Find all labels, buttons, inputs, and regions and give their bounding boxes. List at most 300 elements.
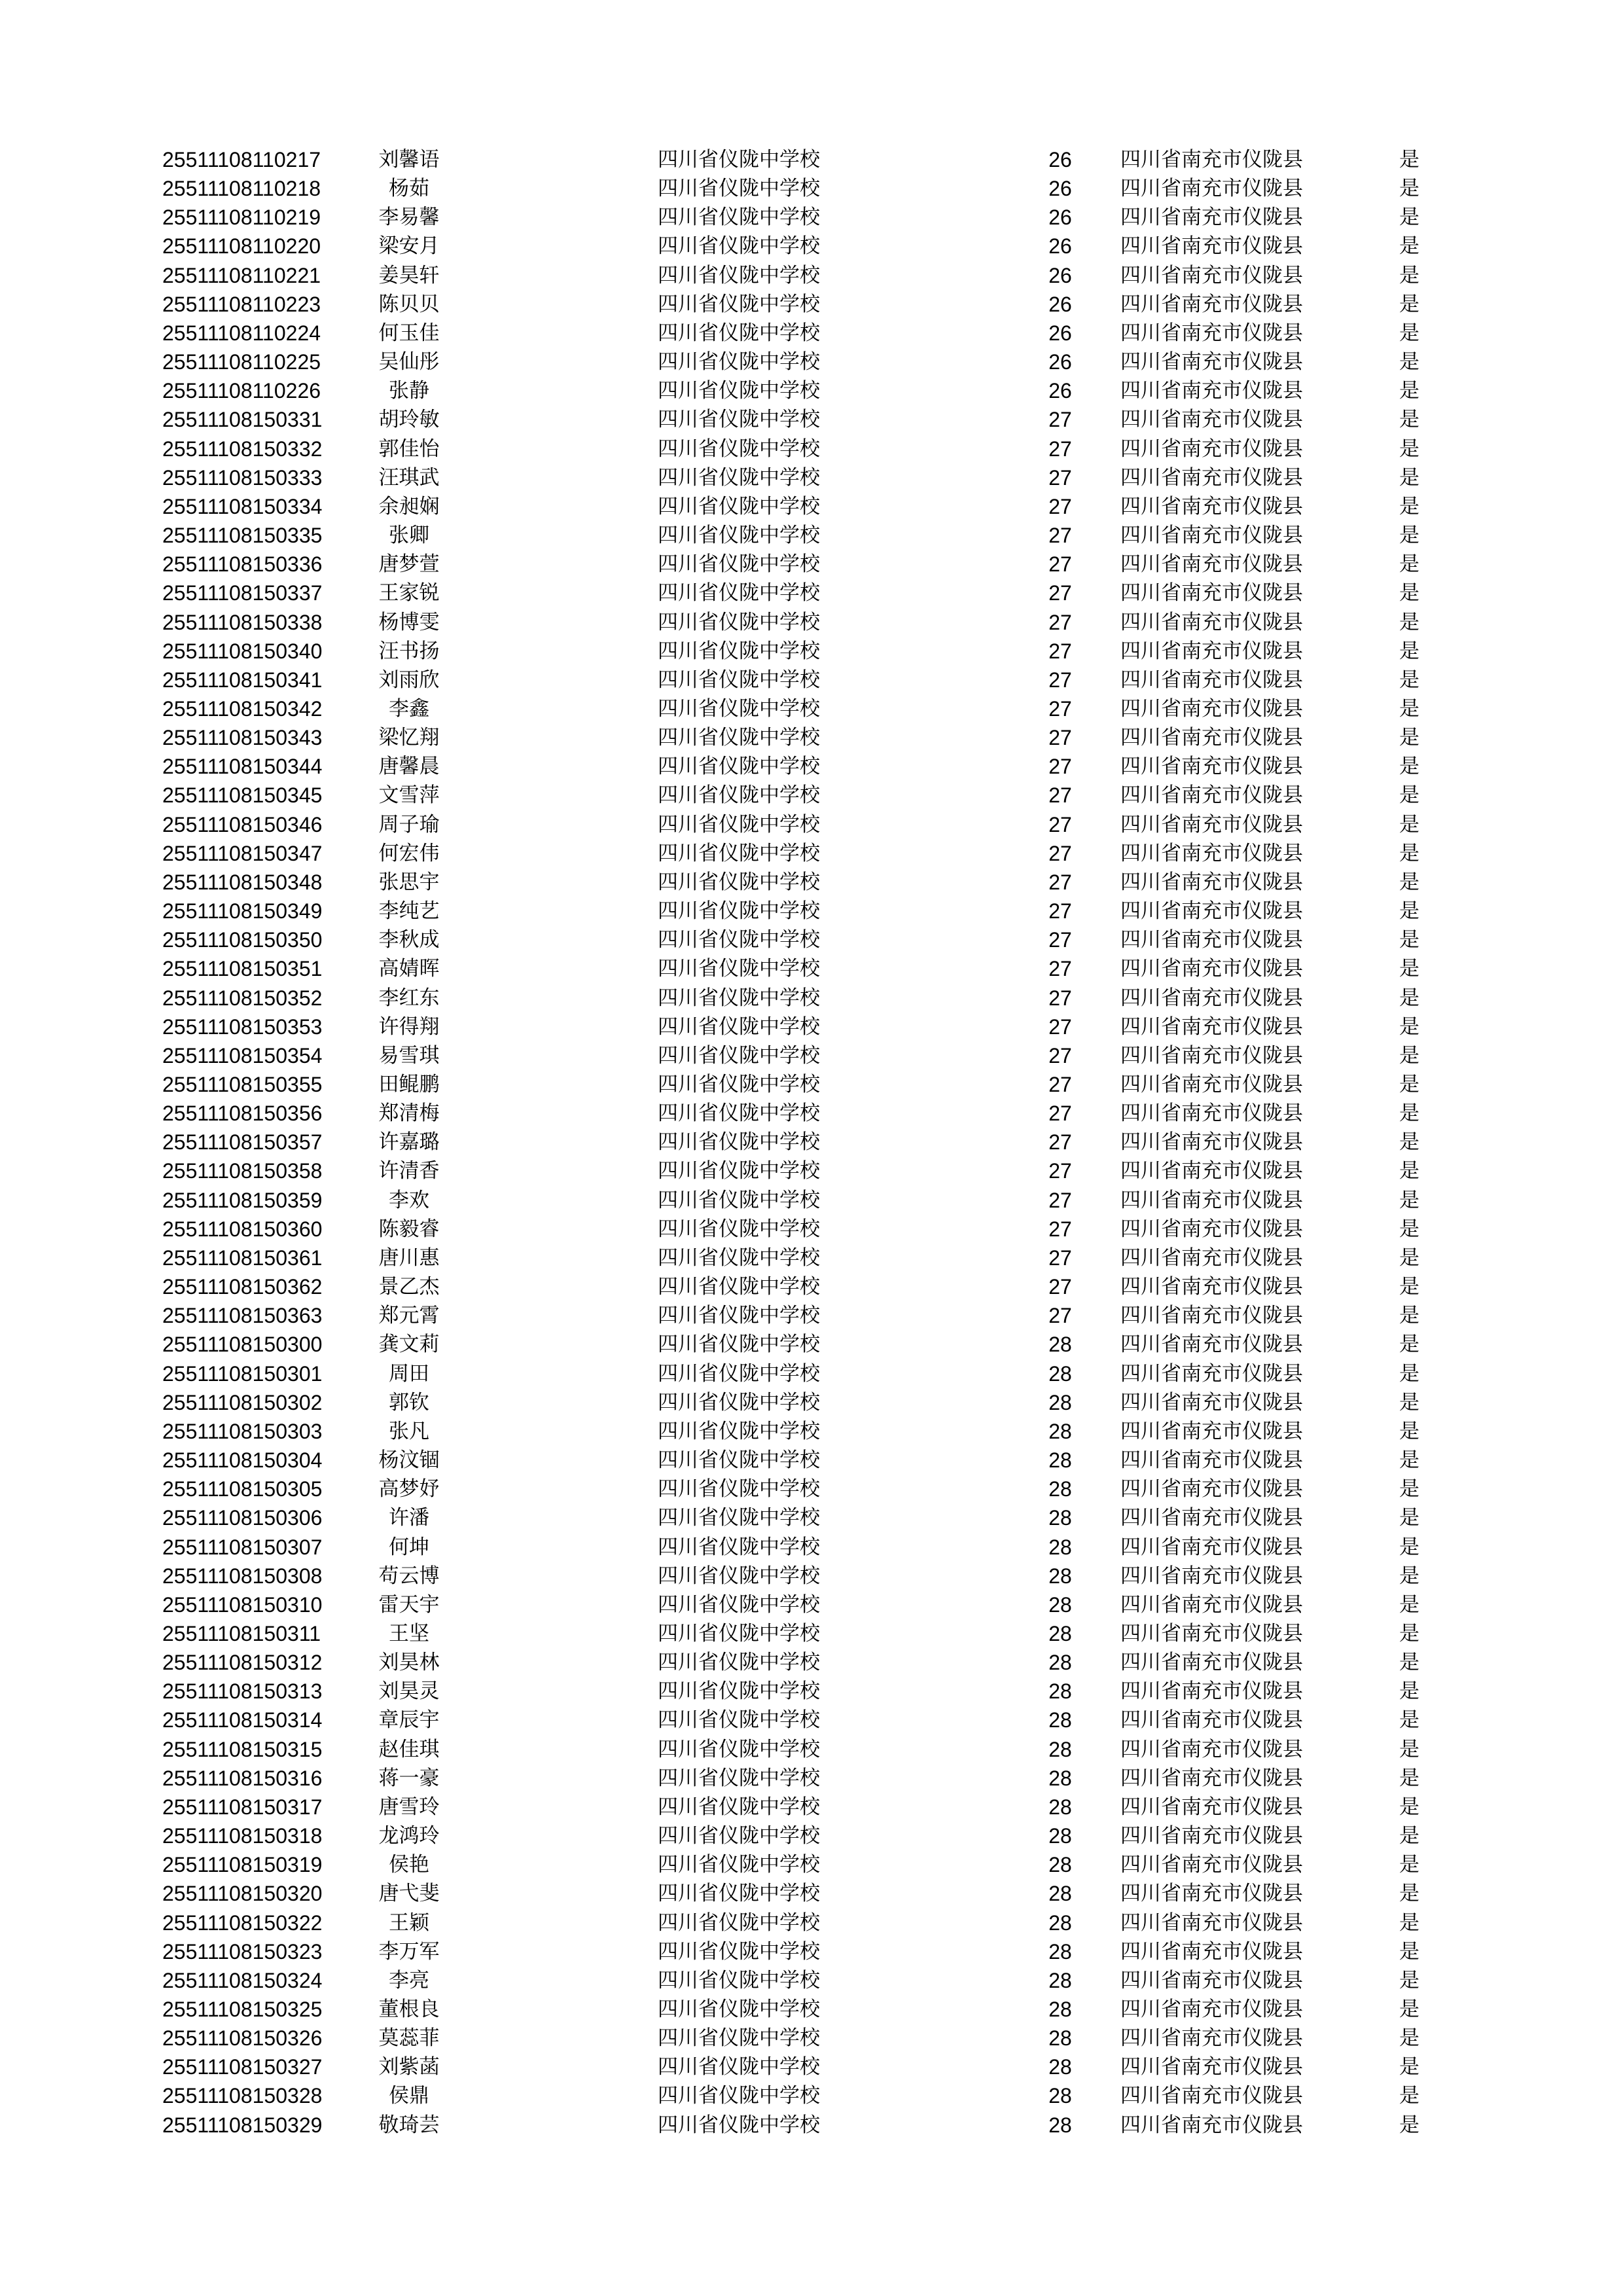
table-row [0, 925, 1623, 954]
exam-room-cell: 27 [1048, 668, 1072, 692]
region-cell: 四川省南充市仪陇县 [1120, 1102, 1303, 1126]
table-row [0, 897, 1623, 925]
school-cell: 四川省仪陇中学校 [658, 379, 820, 403]
student-id-cell: 25511108150359 [162, 1188, 323, 1212]
exam-room-cell: 27 [1048, 726, 1072, 750]
school-cell: 四川省仪陇中学校 [658, 1448, 820, 1473]
exam-room-cell: 27 [1048, 1304, 1072, 1328]
status-cell: 是 [1399, 234, 1419, 259]
student-name-cell: 文雪萍 [378, 783, 440, 808]
student-id-cell: 25511108150337 [162, 581, 323, 605]
status-cell: 是 [1399, 726, 1419, 750]
status-cell: 是 [1399, 1159, 1419, 1183]
student-name-cell: 陈贝贝 [378, 292, 440, 316]
status-cell: 是 [1399, 2084, 1419, 2108]
table-row [0, 1793, 1623, 1821]
region-cell: 四川省南充市仪陇县 [1120, 350, 1303, 374]
status-cell: 是 [1399, 1361, 1419, 1386]
table-row [0, 145, 1623, 174]
school-cell: 四川省仪陇中学校 [658, 1043, 820, 1067]
exam-room-cell: 27 [1048, 1275, 1072, 1299]
student-name-cell: 姜昊轩 [378, 263, 440, 287]
region-cell: 四川省南充市仪陇县 [1120, 1361, 1303, 1386]
school-cell: 四川省仪陇中学校 [658, 437, 820, 461]
status-cell: 是 [1399, 148, 1419, 171]
school-cell: 四川省仪陇中学校 [658, 524, 820, 548]
region-cell: 四川省南充市仪陇县 [1120, 408, 1303, 432]
status-cell: 是 [1399, 2026, 1419, 2051]
table-row [0, 1417, 1623, 1446]
student-id-cell: 25511108150314 [162, 1708, 323, 1732]
exam-room-cell: 27 [1048, 1217, 1072, 1241]
region-cell: 四川省南充市仪陇县 [1120, 696, 1303, 721]
region-cell: 四川省南充市仪陇县 [1120, 1998, 1303, 2021]
table-row [0, 666, 1623, 694]
student-name-cell: 王坚 [389, 1621, 429, 1645]
table-row [0, 1706, 1623, 1734]
exam-room-cell: 27 [1048, 986, 1072, 1010]
table-row [0, 1735, 1623, 1764]
school-cell: 四川省仪陇中学校 [658, 1968, 820, 1992]
region-cell: 四川省南充市仪陇县 [1120, 1795, 1303, 1819]
exam-room-cell: 27 [1048, 812, 1072, 836]
table-row [0, 1648, 1623, 1677]
student-id-cell: 25511108150331 [162, 408, 323, 432]
student-id-cell: 25511108150333 [162, 465, 323, 490]
school-cell: 四川省仪陇中学校 [658, 263, 820, 287]
exam-room-cell: 28 [1048, 1506, 1072, 1530]
status-cell: 是 [1399, 1390, 1419, 1414]
exam-room-cell: 26 [1048, 177, 1072, 201]
student-id-cell: 25511108150346 [162, 812, 323, 836]
region-cell: 四川省南充市仪陇县 [1120, 321, 1303, 345]
region-cell: 四川省南充市仪陇县 [1120, 148, 1303, 171]
status-cell: 是 [1399, 1651, 1419, 1675]
student-id-cell: 25511108150361 [162, 1246, 323, 1270]
school-cell: 四川省仪陇中学校 [658, 899, 820, 924]
status-cell: 是 [1399, 957, 1419, 981]
school-cell: 四川省仪陇中学校 [658, 148, 820, 171]
student-id-cell: 25511108150317 [162, 1795, 323, 1819]
school-cell: 四川省仪陇中学校 [658, 1708, 820, 1732]
region-cell: 四川省南充市仪陇县 [1120, 841, 1303, 865]
region-cell: 四川省南充市仪陇县 [1120, 177, 1303, 201]
student-name-cell: 吴仙彤 [378, 350, 440, 374]
exam-room-cell: 28 [1048, 1853, 1072, 1877]
student-name-cell: 刘馨语 [378, 148, 440, 171]
school-cell: 四川省仪陇中学校 [658, 1910, 820, 1935]
school-cell: 四川省仪陇中学校 [658, 552, 820, 577]
status-cell: 是 [1399, 986, 1419, 1010]
exam-room-cell: 27 [1048, 1073, 1072, 1096]
school-cell: 四川省仪陇中学校 [658, 696, 820, 721]
exam-room-cell: 26 [1048, 350, 1072, 374]
region-cell: 四川省南充市仪陇县 [1120, 1535, 1303, 1559]
table-row [0, 839, 1623, 868]
exam-room-cell: 26 [1048, 206, 1072, 230]
exam-room-cell: 27 [1048, 755, 1072, 779]
exam-room-cell: 28 [1048, 1968, 1072, 1992]
student-name-cell: 郑元霄 [378, 1304, 440, 1328]
region-cell: 四川省南充市仪陇县 [1120, 2055, 1303, 2079]
table-row [0, 1330, 1623, 1359]
region-cell: 四川省南充市仪陇县 [1120, 1910, 1303, 1935]
student-list-table [0, 145, 1623, 2140]
school-cell: 四川省仪陇中学校 [658, 1939, 820, 1964]
status-cell: 是 [1399, 1448, 1419, 1473]
exam-room-cell: 28 [1048, 1333, 1072, 1357]
region-cell: 四川省南充市仪陇县 [1120, 494, 1303, 518]
table-row [0, 752, 1623, 781]
school-cell: 四川省仪陇中学校 [658, 2055, 820, 2079]
region-cell: 四川省南充市仪陇县 [1120, 1304, 1303, 1328]
student-id-cell: 25511108150332 [162, 437, 323, 461]
exam-room-cell: 27 [1048, 1102, 1072, 1126]
table-row [0, 1909, 1623, 1937]
exam-room-cell: 28 [1048, 1535, 1072, 1559]
region-cell: 四川省南充市仪陇县 [1120, 206, 1303, 230]
school-cell: 四川省仪陇中学校 [658, 928, 820, 952]
status-cell: 是 [1399, 292, 1419, 316]
exam-room-cell: 27 [1048, 1159, 1072, 1183]
student-id-cell: 25511108150350 [162, 928, 323, 952]
status-cell: 是 [1399, 465, 1419, 490]
table-row [0, 1937, 1623, 1966]
exam-room-cell: 28 [1048, 1939, 1072, 1964]
student-name-cell: 何坤 [389, 1535, 429, 1559]
table-row [0, 1446, 1623, 1475]
region-cell: 四川省南充市仪陇县 [1120, 1592, 1303, 1617]
student-id-cell: 25511108150363 [162, 1304, 323, 1328]
status-cell: 是 [1399, 1882, 1419, 1906]
status-cell: 是 [1399, 1419, 1419, 1443]
table-row [0, 810, 1623, 839]
student-id-cell: 25511108150357 [162, 1130, 323, 1155]
student-name-cell: 李纯艺 [378, 899, 440, 924]
table-row [0, 1070, 1623, 1099]
school-cell: 四川省仪陇中学校 [658, 1275, 820, 1299]
status-cell: 是 [1399, 1968, 1419, 1992]
school-cell: 四川省仪陇中学校 [658, 494, 820, 518]
status-cell: 是 [1399, 1217, 1419, 1241]
student-id-cell: 25511108150340 [162, 639, 323, 663]
student-id-cell: 25511108150328 [162, 2084, 323, 2108]
status-cell: 是 [1399, 2113, 1419, 2137]
table-row [0, 1244, 1623, 1272]
table-row [0, 348, 1623, 376]
school-cell: 四川省仪陇中学校 [658, 1506, 820, 1530]
student-name-cell: 余昶娴 [378, 494, 440, 518]
table-row [0, 550, 1623, 579]
student-id-cell: 25511108150353 [162, 1014, 323, 1039]
status-cell: 是 [1399, 494, 1419, 518]
student-name-cell: 胡玲敏 [378, 408, 440, 432]
region-cell: 四川省南充市仪陇县 [1120, 263, 1303, 287]
exam-room-cell: 28 [1048, 1737, 1072, 1761]
table-row [0, 954, 1623, 983]
student-name-cell: 刘昊灵 [378, 1679, 440, 1704]
table-row [0, 1272, 1623, 1301]
status-cell: 是 [1399, 206, 1419, 230]
exam-room-cell: 27 [1048, 1246, 1072, 1270]
status-cell: 是 [1399, 1477, 1419, 1501]
status-cell: 是 [1399, 1333, 1419, 1357]
status-cell: 是 [1399, 379, 1419, 403]
student-id-cell: 25511108110217 [162, 148, 321, 171]
table-row [0, 203, 1623, 232]
status-cell: 是 [1399, 610, 1419, 634]
student-id-cell: 25511108110221 [162, 263, 321, 287]
student-name-cell: 易雪琪 [378, 1043, 440, 1067]
student-id-cell: 25511108150358 [162, 1159, 323, 1183]
region-cell: 四川省南充市仪陇县 [1120, 2113, 1303, 2137]
student-id-cell: 25511108150302 [162, 1390, 323, 1414]
exam-room-cell: 27 [1048, 552, 1072, 577]
school-cell: 四川省仪陇中学校 [658, 812, 820, 836]
school-cell: 四川省仪陇中学校 [658, 1535, 820, 1559]
school-cell: 四川省仪陇中学校 [658, 2084, 820, 2108]
student-id-cell: 25511108150324 [162, 1968, 323, 1992]
region-cell: 四川省南充市仪陇县 [1120, 783, 1303, 808]
status-cell: 是 [1399, 1102, 1419, 1126]
region-cell: 四川省南充市仪陇县 [1120, 870, 1303, 894]
table-row [0, 435, 1623, 463]
status-cell: 是 [1399, 1014, 1419, 1039]
status-cell: 是 [1399, 552, 1419, 577]
region-cell: 四川省南充市仪陇县 [1120, 1564, 1303, 1588]
student-id-cell: 25511108150313 [162, 1679, 323, 1704]
student-id-cell: 25511108150351 [162, 957, 323, 981]
student-id-cell: 25511108150344 [162, 755, 323, 779]
region-cell: 四川省南充市仪陇县 [1120, 957, 1303, 981]
student-id-cell: 25511108150323 [162, 1939, 323, 1964]
exam-room-cell: 28 [1048, 1419, 1072, 1443]
region-cell: 四川省南充市仪陇县 [1120, 1043, 1303, 1067]
table-row [0, 290, 1623, 319]
status-cell: 是 [1399, 2055, 1419, 2079]
exam-room-cell: 28 [1048, 1998, 1072, 2021]
status-cell: 是 [1399, 696, 1419, 721]
school-cell: 四川省仪陇中学校 [658, 350, 820, 374]
region-cell: 四川省南充市仪陇县 [1120, 1477, 1303, 1501]
student-name-cell: 田鲲鹏 [378, 1073, 440, 1096]
school-cell: 四川省仪陇中学校 [658, 234, 820, 259]
student-name-cell: 梁安月 [378, 234, 440, 259]
student-id-cell: 25511108150334 [162, 494, 323, 518]
exam-room-cell: 27 [1048, 524, 1072, 548]
table-row [0, 608, 1623, 637]
status-cell: 是 [1399, 1246, 1419, 1270]
table-row [0, 1013, 1623, 1041]
school-cell: 四川省仪陇中学校 [658, 755, 820, 779]
exam-room-cell: 27 [1048, 696, 1072, 721]
exam-room-cell: 27 [1048, 610, 1072, 634]
student-id-cell: 25511108150322 [162, 1910, 323, 1935]
exam-room-cell: 28 [1048, 2055, 1072, 2079]
student-id-cell: 25511108150343 [162, 726, 323, 750]
school-cell: 四川省仪陇中学校 [658, 986, 820, 1010]
student-name-cell: 唐雪玲 [378, 1795, 440, 1819]
student-id-cell: 25511108150316 [162, 1766, 323, 1790]
student-id-cell: 25511108150303 [162, 1419, 323, 1443]
school-cell: 四川省仪陇中学校 [658, 1419, 820, 1443]
school-cell: 四川省仪陇中学校 [658, 1073, 820, 1096]
school-cell: 四川省仪陇中学校 [658, 1824, 820, 1848]
student-name-cell: 许嘉璐 [378, 1130, 440, 1155]
table-row [0, 232, 1623, 260]
school-cell: 四川省仪陇中学校 [658, 292, 820, 316]
school-cell: 四川省仪陇中学校 [658, 465, 820, 490]
status-cell: 是 [1399, 1910, 1419, 1935]
status-cell: 是 [1399, 437, 1419, 461]
student-name-cell: 周子瑜 [378, 812, 440, 836]
table-row [0, 1475, 1623, 1503]
student-id-cell: 25511108150341 [162, 668, 323, 692]
table-row [0, 1359, 1623, 1388]
region-cell: 四川省南充市仪陇县 [1120, 2026, 1303, 2051]
student-name-cell: 何玉佳 [378, 321, 440, 345]
school-cell: 四川省仪陇中学校 [658, 1882, 820, 1906]
school-cell: 四川省仪陇中学校 [658, 206, 820, 230]
school-cell: 四川省仪陇中学校 [658, 408, 820, 432]
table-row [0, 376, 1623, 405]
student-id-cell: 25511108150300 [162, 1333, 323, 1357]
school-cell: 四川省仪陇中学校 [658, 177, 820, 201]
table-row [0, 1562, 1623, 1590]
school-cell: 四川省仪陇中学校 [658, 639, 820, 663]
student-name-cell: 许清香 [378, 1159, 440, 1183]
student-id-cell: 25511108110224 [162, 321, 321, 345]
student-id-cell: 25511108150335 [162, 524, 323, 548]
student-id-cell: 25511108150320 [162, 1882, 323, 1906]
exam-room-cell: 26 [1048, 292, 1072, 316]
student-name-cell: 高婧晖 [378, 957, 440, 981]
status-cell: 是 [1399, 841, 1419, 865]
student-id-cell: 25511108110219 [162, 206, 321, 230]
student-name-cell: 梁忆翔 [378, 726, 440, 750]
status-cell: 是 [1399, 639, 1419, 663]
student-name-cell: 刘昊林 [378, 1651, 440, 1675]
student-id-cell: 25511108150301 [162, 1361, 323, 1386]
status-cell: 是 [1399, 1188, 1419, 1212]
school-cell: 四川省仪陇中学校 [658, 726, 820, 750]
student-id-cell: 25511108150311 [162, 1621, 321, 1645]
exam-room-cell: 28 [1048, 1766, 1072, 1790]
status-cell: 是 [1399, 1708, 1419, 1732]
school-cell: 四川省仪陇中学校 [658, 581, 820, 605]
region-cell: 四川省南充市仪陇县 [1120, 1621, 1303, 1645]
region-cell: 四川省南充市仪陇县 [1120, 1275, 1303, 1299]
exam-room-cell: 27 [1048, 494, 1072, 518]
exam-room-cell: 26 [1048, 148, 1072, 171]
region-cell: 四川省南充市仪陇县 [1120, 668, 1303, 692]
status-cell: 是 [1399, 1621, 1419, 1645]
student-id-cell: 25511108110226 [162, 379, 321, 403]
table-row [0, 1041, 1623, 1070]
table-row [0, 1879, 1623, 1908]
student-id-cell: 25511108150338 [162, 610, 323, 634]
student-name-cell: 李秋成 [378, 928, 440, 952]
table-row [0, 1590, 1623, 1619]
exam-room-cell: 28 [1048, 1679, 1072, 1704]
status-cell: 是 [1399, 1506, 1419, 1530]
table-row [0, 1677, 1623, 1706]
student-name-cell: 高梦妤 [378, 1477, 440, 1501]
student-name-cell: 龙鸿玲 [378, 1824, 440, 1848]
exam-room-cell: 27 [1048, 581, 1072, 605]
school-cell: 四川省仪陇中学校 [658, 1102, 820, 1126]
student-id-cell: 25511108150327 [162, 2055, 323, 2079]
student-name-cell: 蒋一豪 [378, 1766, 440, 1790]
student-name-cell: 郭佳怡 [378, 437, 440, 461]
region-cell: 四川省南充市仪陇县 [1120, 1073, 1303, 1096]
table-row [0, 405, 1623, 434]
student-id-cell: 25511108150312 [162, 1651, 323, 1675]
region-cell: 四川省南充市仪陇县 [1120, 928, 1303, 952]
exam-room-cell: 28 [1048, 2026, 1072, 2051]
exam-room-cell: 27 [1048, 841, 1072, 865]
exam-room-cell: 27 [1048, 957, 1072, 981]
status-cell: 是 [1399, 1130, 1419, 1155]
student-name-cell: 赵佳琪 [378, 1737, 440, 1761]
status-cell: 是 [1399, 755, 1419, 779]
student-id-cell: 25511108150356 [162, 1102, 323, 1126]
student-id-cell: 25511108150326 [162, 2026, 323, 2051]
exam-room-cell: 28 [1048, 1592, 1072, 1617]
school-cell: 四川省仪陇中学校 [658, 841, 820, 865]
table-row [0, 781, 1623, 810]
region-cell: 四川省南充市仪陇县 [1120, 812, 1303, 836]
exam-room-cell: 28 [1048, 1477, 1072, 1501]
table-row [0, 1301, 1623, 1330]
student-name-cell: 侯鼎 [389, 2084, 429, 2108]
status-cell: 是 [1399, 1679, 1419, 1704]
student-name-cell: 雷天宇 [378, 1592, 440, 1617]
status-cell: 是 [1399, 1824, 1419, 1848]
student-name-cell: 李欢 [389, 1188, 429, 1212]
table-row [0, 1215, 1623, 1244]
student-name-cell: 莫蕊菲 [378, 2026, 440, 2051]
student-name-cell: 张静 [389, 379, 429, 403]
student-id-cell: 25511108150342 [162, 696, 323, 721]
region-cell: 四川省南充市仪陇县 [1120, 234, 1303, 259]
student-name-cell: 刘雨欣 [378, 668, 440, 692]
exam-room-cell: 27 [1048, 928, 1072, 952]
region-cell: 四川省南充市仪陇县 [1120, 1679, 1303, 1704]
exam-room-cell: 27 [1048, 1014, 1072, 1039]
exam-room-cell: 26 [1048, 321, 1072, 345]
student-name-cell: 张思宇 [378, 870, 440, 894]
table-row [0, 463, 1623, 492]
region-cell: 四川省南充市仪陇县 [1120, 1766, 1303, 1790]
exam-room-cell: 28 [1048, 2084, 1072, 2108]
region-cell: 四川省南充市仪陇县 [1120, 1130, 1303, 1155]
school-cell: 四川省仪陇中学校 [658, 1737, 820, 1761]
exam-room-cell: 27 [1048, 1188, 1072, 1212]
table-row [0, 1619, 1623, 1648]
school-cell: 四川省仪陇中学校 [658, 610, 820, 634]
exam-room-cell: 28 [1048, 1708, 1072, 1732]
status-cell: 是 [1399, 783, 1419, 808]
exam-room-cell: 27 [1048, 437, 1072, 461]
student-id-cell: 25511108150305 [162, 1477, 323, 1501]
student-id-cell: 25511108150355 [162, 1073, 323, 1096]
student-name-cell: 李鑫 [389, 696, 429, 721]
student-id-cell: 25511108150352 [162, 986, 323, 1010]
status-cell: 是 [1399, 1766, 1419, 1790]
student-id-cell: 25511108110220 [162, 234, 321, 259]
region-cell: 四川省南充市仪陇县 [1120, 379, 1303, 403]
